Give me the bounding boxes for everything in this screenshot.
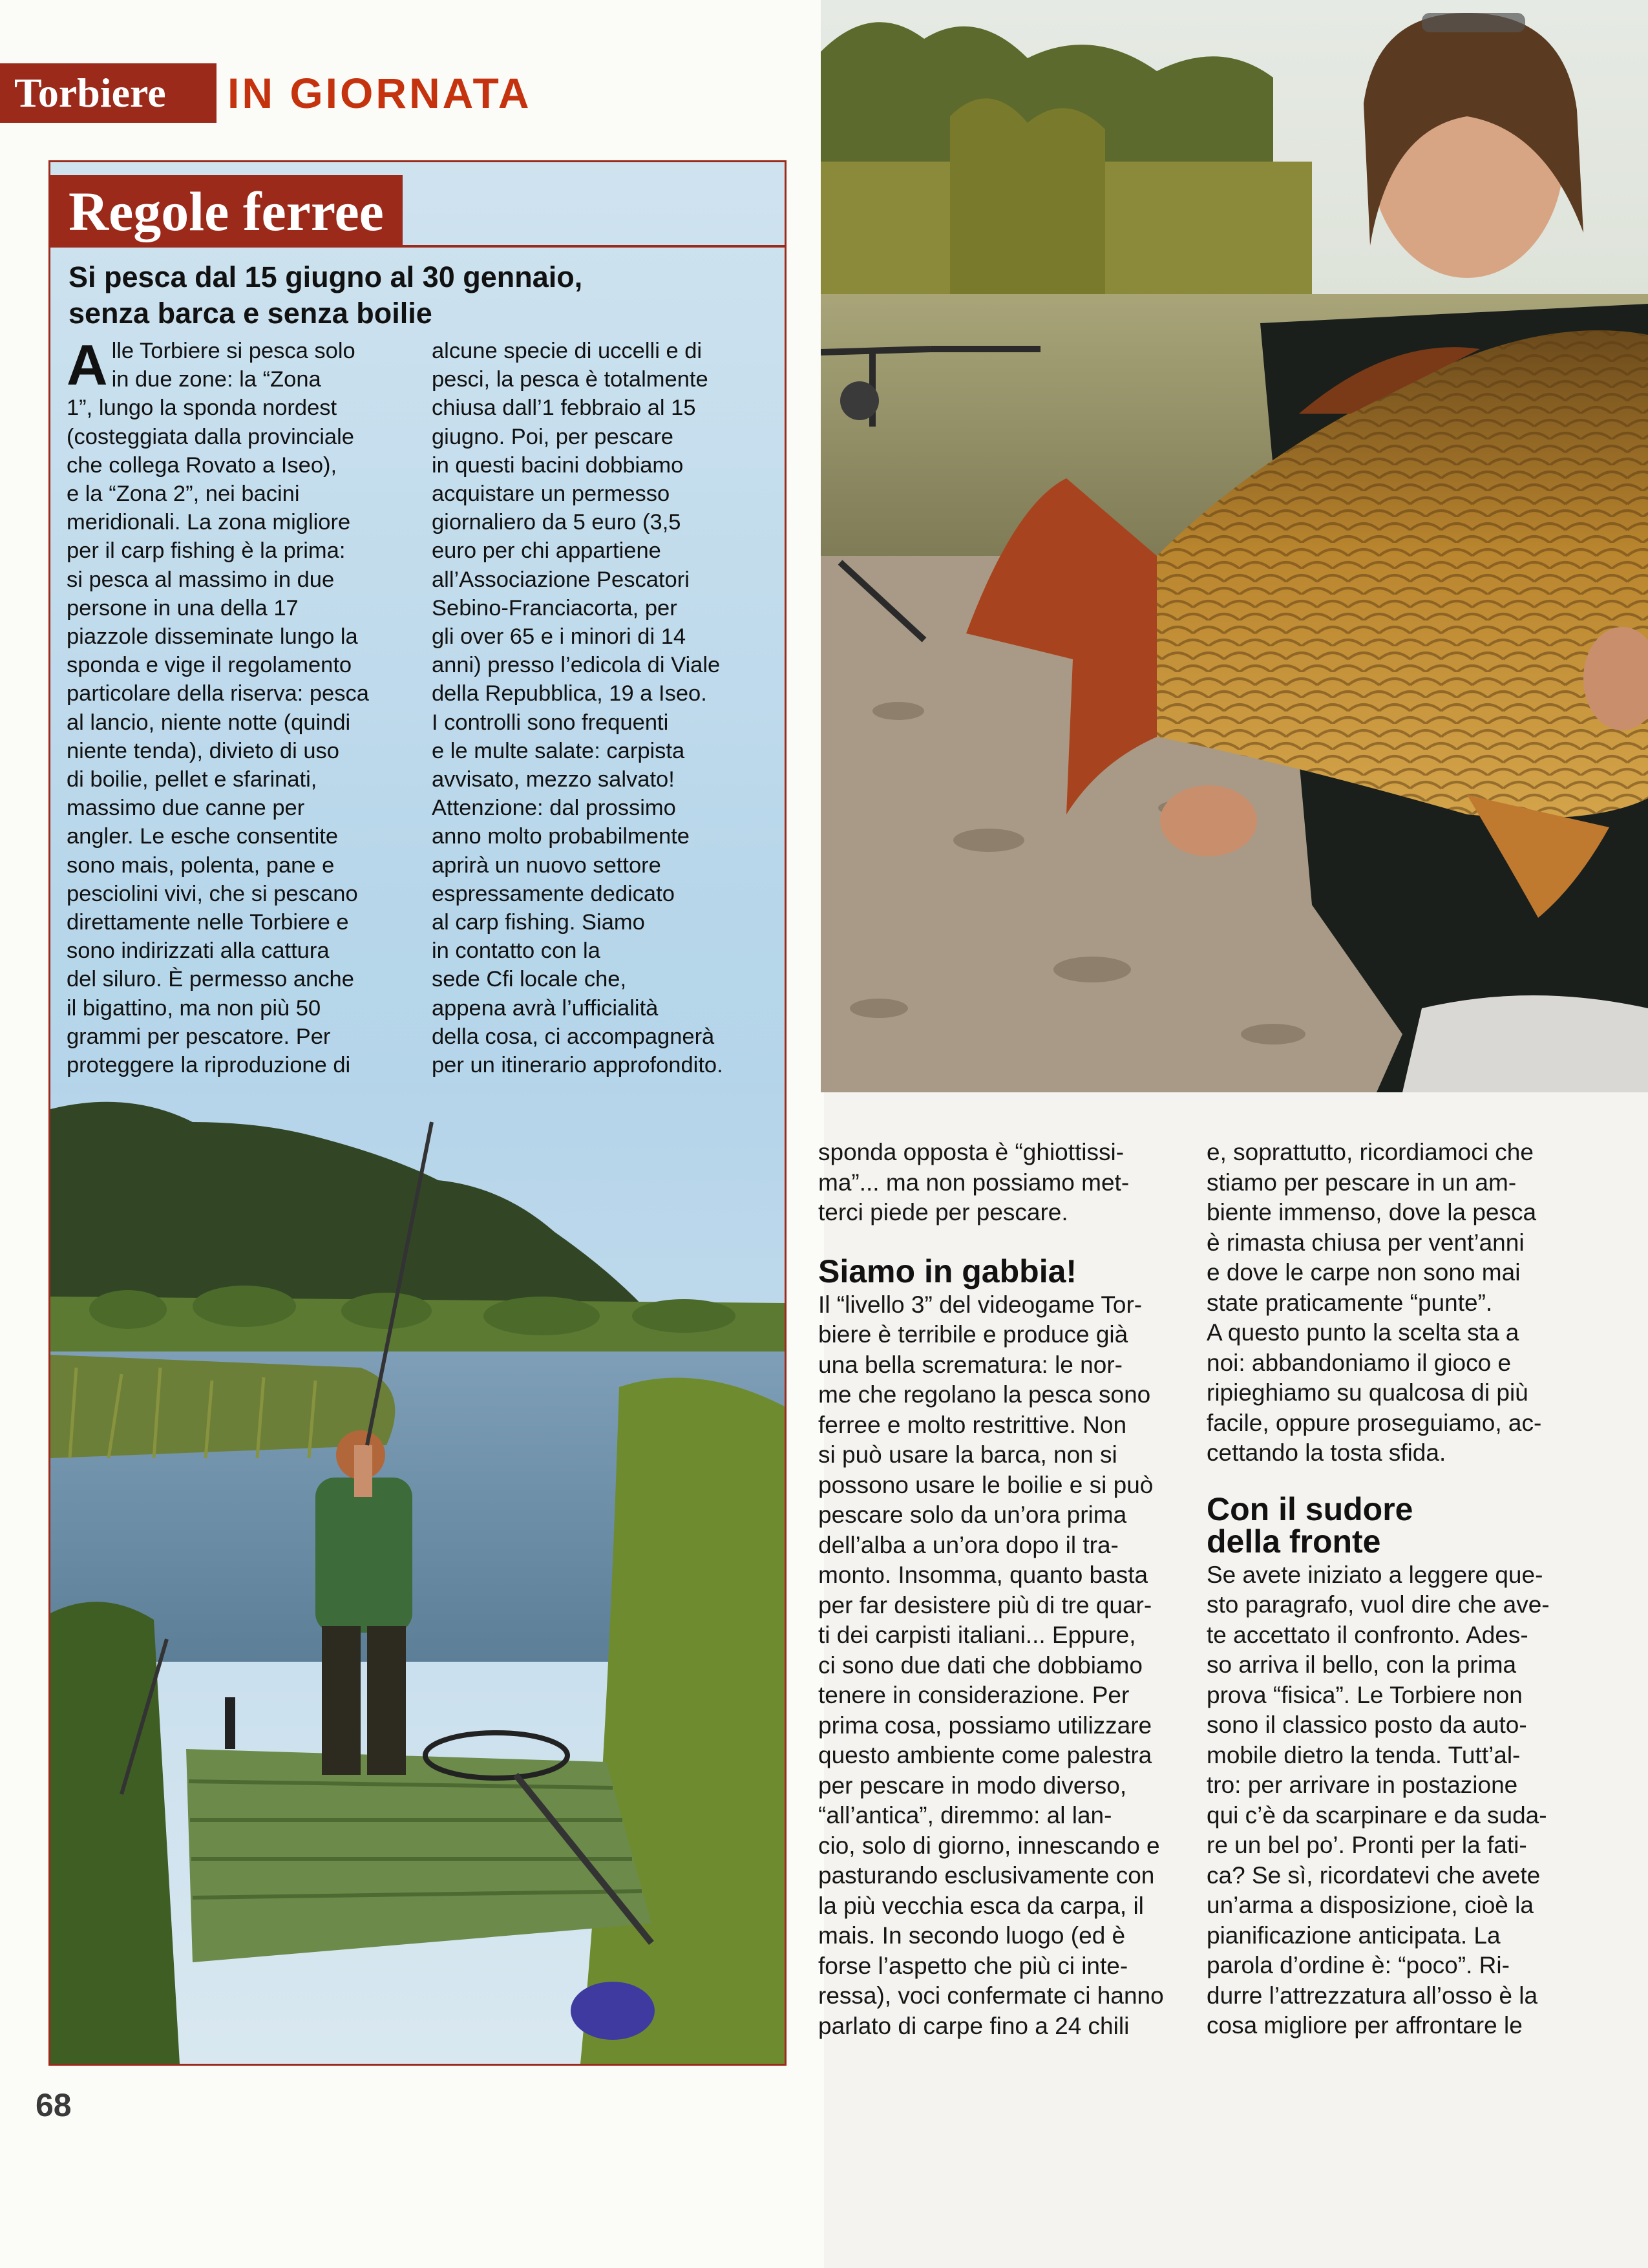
box-text-line: in due zone: la “Zona xyxy=(111,367,321,392)
article-text-line: sponda opposta è “ghiottissi- xyxy=(818,1139,1125,1165)
article-text-line: questo ambiente come palestra xyxy=(818,1742,1152,1768)
box-text-line: pesci, la pesca è totalmente xyxy=(432,367,708,392)
box-text-line: appena avrà l’ufficialità xyxy=(432,995,659,1021)
article-text-line: cettando la tosta sfida. xyxy=(1207,1439,1446,1466)
box-column-2 xyxy=(432,337,787,1079)
subheading-con-il-sudore: della fronte xyxy=(1207,1523,1381,1560)
box-text-line: per il carp fishing è la prima: xyxy=(67,538,346,564)
box-text-line: particolare della riserva: pesca xyxy=(67,681,369,706)
article-text-line: possono usare le boilie e si può xyxy=(818,1471,1154,1498)
spacer xyxy=(818,1228,1167,1255)
article-text-line: mais. In secondo luogo (ed è xyxy=(818,1922,1126,1949)
box-text-line: sponda e vige il regolamento xyxy=(67,653,352,678)
article-text-line: prova “fisica”. Le Torbiere non xyxy=(1207,1681,1523,1708)
box-title-rule xyxy=(403,245,787,248)
box-text-line: di boilie, pellet e sfarinati, xyxy=(67,767,317,792)
box-text-line: giugno. Poi, per pescare xyxy=(432,424,673,449)
article-text-line: ca? Se sì, ricordatevi che avete xyxy=(1207,1861,1541,1889)
article-text-line: noi: abbandoniamo il gioco e xyxy=(1207,1349,1512,1376)
article-text-line: ripieghiamo su qualcosa di più xyxy=(1207,1379,1528,1406)
box-text-line: massimo due canne per xyxy=(67,796,305,821)
angler-by-lake-photo xyxy=(50,1083,785,2064)
article-text-line: facile, oppure proseguiamo, ac- xyxy=(1207,1409,1542,1436)
article-text-line: sto paragrafo, vuol dire che ave- xyxy=(1207,1591,1550,1618)
article-text-line: biente immenso, dove la pesca xyxy=(1207,1199,1537,1225)
subheading-siamo-in-gabbia: Siamo in gabbia! xyxy=(818,1253,1077,1289)
box-text-line: 1”, lungo la sponda nordest xyxy=(67,396,337,421)
box-text-line: anni) presso l’edicola di Viale xyxy=(432,653,721,678)
box-text-line: in questi bacini dobbiamo xyxy=(432,452,684,478)
box-text-line: che collega Rovato a Iseo), xyxy=(67,452,337,478)
article-text-line: per pescare in modo diverso, xyxy=(818,1772,1127,1799)
box-text-line: (costeggiata dalla provinciale xyxy=(67,424,354,449)
box-text-line: della cosa, ci accompagnerà xyxy=(432,1024,715,1049)
box-text-line: si pesca al massimo in due xyxy=(67,567,335,592)
box-text-line: direttamente nelle Torbiere e xyxy=(67,910,349,935)
spacer xyxy=(1207,1468,1556,1493)
box-text-line: per un itinerario approfondito. xyxy=(432,1053,723,1078)
box-text-line: sede Cfi locale che, xyxy=(432,967,627,992)
article-text-line: tro: per arrivare in postazione xyxy=(1207,1772,1518,1798)
section-name: Torbiere xyxy=(14,70,166,116)
box-text-line: piazzole disseminate lungo la xyxy=(67,624,358,650)
box-title-bar xyxy=(50,175,403,248)
box-text-line: niente tenda), divieto di uso xyxy=(67,738,339,763)
article-text-line: tenere in considerazione. Per xyxy=(818,1682,1130,1708)
article-text-line: dell’alba a un’ora dopo il tra- xyxy=(818,1531,1119,1558)
article-text-line: biere è terribile e produce già xyxy=(818,1321,1128,1348)
box-text-line: al lancio, niente notte (quindi xyxy=(67,710,351,735)
box-text-line: gli over 65 e i minori di 14 xyxy=(432,624,686,650)
box-text-line: al carp fishing. Siamo xyxy=(432,910,645,935)
article-text-line: prima cosa, possiamo utilizzare xyxy=(818,1712,1152,1739)
box-subtitle xyxy=(69,259,766,332)
box-subtitle-line: senza barca e senza boilie xyxy=(69,297,432,330)
box-text-line: espressamente dedicato xyxy=(432,881,675,906)
article-column-1 xyxy=(818,1138,1167,2041)
box-text-line: euro per chi appartiene xyxy=(432,538,661,564)
article-text-line: forse l’aspetto che più ci inte- xyxy=(818,1952,1128,1979)
box-column-1 xyxy=(67,333,425,1079)
article-text-line: un’arma a disposizione, cioè la xyxy=(1207,1892,1534,1918)
article-text-line: parlato di carpe fino a 24 chili xyxy=(818,2012,1130,2039)
box-text-line: pesciolini vivi, che si pescano xyxy=(67,881,358,906)
article-text-line: la più vecchia esca da carpa, il xyxy=(818,1892,1144,1919)
section-title: IN GIORNATA xyxy=(227,69,532,117)
box-text-line: sono mais, polenta, pane e xyxy=(67,853,335,878)
article-text-line: e, soprattutto, ricordiamoci che xyxy=(1207,1139,1534,1165)
article-text-line: per far desistere più di tre quar- xyxy=(818,1591,1152,1618)
box-text-line: acquistare un permesso xyxy=(432,482,670,507)
box-text-line: in contatto con la xyxy=(432,938,600,964)
article-text-line: stiamo per pescare in un am- xyxy=(1207,1169,1517,1196)
box-text-line: e le multe salate: carpista xyxy=(432,738,685,763)
page-number: 68 xyxy=(36,2087,72,2123)
box-title: Regole ferree xyxy=(69,180,384,242)
article-text-line: è rimasta chiusa per vent’anni xyxy=(1207,1229,1525,1256)
article-text-line: ci sono due dati che dobbiamo xyxy=(818,1651,1143,1679)
article-text-line: monto. Insomma, quanto basta xyxy=(818,1562,1148,1588)
box-text-line: Sebino-Franciacorta, per xyxy=(432,595,677,620)
article-text-line: state praticamente “punte”. xyxy=(1207,1289,1493,1316)
article-text-line: cio, solo di giorno, innescando e xyxy=(818,1832,1160,1859)
article-text-line: qui c’è da scarpinare e da suda- xyxy=(1207,1801,1547,1828)
carp-catch-photo xyxy=(821,0,1648,1092)
box-text-line: alcune specie di uccelli e di xyxy=(432,339,703,363)
article-text-line: parola d’ordine è: “poco”. Ri- xyxy=(1207,1952,1510,1978)
article-text-line: ferree e molto restrittive. Non xyxy=(818,1411,1127,1438)
article-text-line: Il “livello 3” del videogame Tor- xyxy=(818,1291,1143,1318)
drop-cap: A xyxy=(67,333,108,397)
rules-box xyxy=(48,160,787,2066)
article-column-2 xyxy=(1207,1138,1556,2041)
box-subtitle-line: Si pesca dal 15 giugno al 30 gennaio, xyxy=(69,260,583,293)
box-text-line: della Repubblica, 19 a Iseo. xyxy=(432,681,707,706)
box-text-line: Attenzione: dal prossimo xyxy=(432,796,676,821)
box-text-line: angler. Le esche consentite xyxy=(67,824,339,849)
article-text-line: pasturando esclusivamente con xyxy=(818,1862,1155,1889)
article-text-line: e dove le carpe non sono mai xyxy=(1207,1259,1521,1286)
box-text-line: grammi per pescatore. Per xyxy=(67,1024,331,1049)
article-text-line: pescare solo da un’ora prima xyxy=(818,1501,1127,1528)
box-text-line: all’Associazione Pescatori xyxy=(432,567,690,592)
article-text-line: te accettato il confronto. Ades- xyxy=(1207,1621,1528,1648)
box-text-line: e la “Zona 2”, nei bacini xyxy=(67,482,300,507)
box-text-line: il bigattino, ma non più 50 xyxy=(67,995,321,1021)
box-text-line: anno molto probabilmente xyxy=(432,824,690,849)
box-text-line: lle Torbiere si pesca solo xyxy=(111,339,355,363)
article-text-line: me che regolano la pesca sono xyxy=(818,1381,1151,1408)
article-text-line: si può usare la barca, non si xyxy=(818,1441,1117,1468)
box-text-line: persone in una della 17 xyxy=(67,595,299,620)
box-text-line: I controlli sono frequenti xyxy=(432,710,669,735)
article-text-line: terci piede per pescare. xyxy=(818,1199,1068,1225)
article-text-line: sono il classico posto da auto- xyxy=(1207,1712,1527,1738)
article-text-line: ma”... ma non possiamo met- xyxy=(818,1169,1130,1196)
box-text-line: giornaliero da 5 euro (3,5 xyxy=(432,510,681,535)
box-text-line: chiusa dall’1 febbraio al 15 xyxy=(432,396,696,421)
box-text-line: aprirà un nuovo settore xyxy=(432,853,661,878)
box-text-line: avvisato, mezzo salvato! xyxy=(432,767,675,792)
article-text-line: A questo punto la scelta sta a xyxy=(1207,1319,1519,1346)
article-text-line: so arriva il bello, con la prima xyxy=(1207,1651,1517,1678)
article-text-line: ressa), voci confermate ci hanno xyxy=(818,1982,1164,2009)
article-text-line: “all’antica”, diremmo: al lan- xyxy=(818,1802,1112,1828)
article-text-line: re un bel po’. Pronti per la fati- xyxy=(1207,1832,1527,1858)
article-text-line: cosa migliore per affrontare le xyxy=(1207,2012,1523,2039)
box-text-line: del siluro. È permesso anche xyxy=(67,967,354,992)
box-text-line: proteggere la riproduzione di xyxy=(67,1053,351,1078)
box-text-line: meridionali. La zona migliore xyxy=(67,510,351,535)
subheading-con-il-sudore: Con il sudore xyxy=(1207,1490,1413,1527)
article-text-line: mobile dietro la tenda. Tutt’al- xyxy=(1207,1741,1521,1768)
box-text-line: sono indirizzati alla cattura xyxy=(67,938,330,964)
article-text-line: una bella scrematura: le nor- xyxy=(818,1351,1123,1378)
article-text-line: Se avete iniziato a leggere que- xyxy=(1207,1561,1543,1588)
article-text-line: pianificazione anticipata. La xyxy=(1207,1922,1501,1949)
article-text-line: durre l’attrezzatura all’osso è la xyxy=(1207,1982,1538,2009)
article-text-line: ti dei carpisti italiani... Eppure, xyxy=(818,1622,1136,1648)
